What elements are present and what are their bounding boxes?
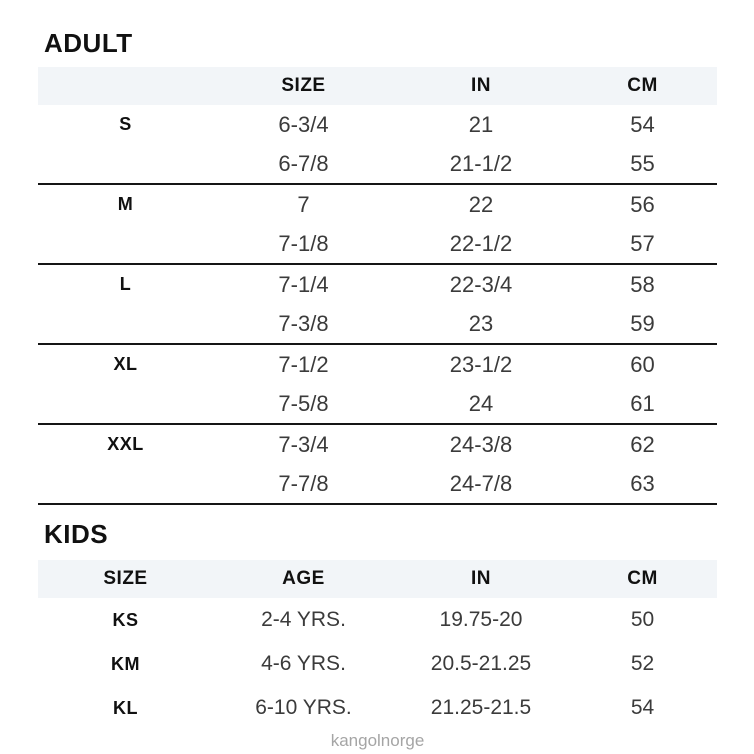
- cm-cell: 62: [630, 431, 655, 457]
- table-row: [38, 345, 717, 384]
- table-row: [38, 425, 717, 464]
- kids-column-header-in: IN: [471, 568, 491, 589]
- size-label-cell: L: [119, 274, 132, 294]
- hat-size-cell: 7-1/8: [278, 230, 329, 256]
- inches-cell: 24-7/8: [449, 470, 513, 496]
- inches-cell: 23: [468, 310, 494, 336]
- kids-table-header-row: [38, 560, 717, 598]
- kids-size-table: [38, 560, 717, 730]
- cm-cell: 56: [630, 191, 655, 217]
- kids-column-header-size: SIZE: [103, 568, 148, 589]
- inches-cell: 20.5-21.25: [430, 652, 532, 675]
- brand-watermark: kangolnorge: [330, 731, 425, 750]
- age-cell: 2-4 YRS.: [261, 608, 346, 631]
- hat-size-cell: 7-1/4: [278, 271, 329, 297]
- hat-size-cell: 7: [297, 191, 310, 217]
- kids-section-heading: KIDS: [44, 519, 109, 549]
- hat-size-cell: 7-3/4: [278, 431, 329, 457]
- inches-cell: 24: [468, 390, 494, 416]
- inches-cell: 21-1/2: [449, 150, 513, 176]
- adult-size-table: [38, 67, 717, 505]
- hat-size-cell: 7-7/8: [278, 470, 329, 496]
- table-row: [38, 105, 717, 144]
- hat-size-cell: 6-3/4: [278, 111, 329, 137]
- cm-cell: 50: [630, 608, 655, 631]
- size-label-cell: M: [117, 194, 134, 214]
- cm-cell: 61: [630, 390, 655, 416]
- hat-size-cell: 7-3/8: [278, 310, 329, 336]
- cm-cell: 60: [630, 351, 655, 377]
- hat-size-cell: 6-7/8: [278, 150, 329, 176]
- size-group-l: [38, 265, 717, 345]
- table-row: [38, 642, 717, 686]
- cm-cell: 59: [630, 310, 655, 336]
- adult-column-header-size: SIZE: [281, 75, 326, 96]
- inches-cell: 23-1/2: [449, 351, 513, 377]
- table-row: [38, 144, 717, 183]
- kids-column-header-cm: CM: [627, 568, 658, 589]
- size-group-m: [38, 185, 717, 265]
- size-label-cell: KM: [111, 653, 140, 674]
- cm-cell: 57: [630, 230, 655, 256]
- size-label-cell: XXL: [107, 434, 144, 454]
- table-row: [38, 464, 717, 503]
- age-cell: 4-6 YRS.: [261, 652, 346, 675]
- hat-size-cell: 7-1/2: [278, 351, 329, 377]
- table-row: [38, 304, 717, 343]
- table-row: [38, 185, 717, 224]
- inches-cell: 22-1/2: [449, 230, 513, 256]
- inches-cell: 22-3/4: [449, 271, 513, 297]
- size-label-cell: KL: [113, 697, 138, 718]
- cm-cell: 54: [630, 696, 655, 719]
- inches-cell: 21: [468, 111, 494, 137]
- inches-cell: 19.75-20: [439, 608, 523, 631]
- age-cell: 6-10 YRS.: [255, 696, 352, 719]
- cm-cell: 54: [630, 111, 655, 137]
- kids-column-header-age: AGE: [282, 568, 325, 589]
- adult-section-heading: ADULT: [44, 28, 133, 58]
- cm-cell: 58: [630, 271, 655, 297]
- table-row: [38, 224, 717, 263]
- size-label-cell: XL: [113, 354, 138, 374]
- cm-cell: 63: [630, 470, 655, 496]
- inches-cell: 24-3/8: [449, 431, 513, 457]
- inches-cell: 21.25-21.5: [430, 696, 532, 719]
- size-group-xl: [38, 345, 717, 425]
- table-row: [38, 686, 717, 730]
- size-label-cell: S: [119, 114, 132, 134]
- cm-cell: 55: [630, 150, 655, 176]
- adult-column-header-in: IN: [471, 75, 491, 96]
- table-row: [38, 265, 717, 304]
- adult-table-header-row: [38, 67, 717, 105]
- size-label-cell: KS: [112, 609, 139, 630]
- table-row: [38, 384, 717, 423]
- cm-cell: 52: [630, 652, 655, 675]
- inches-cell: 22: [468, 191, 494, 217]
- size-group-s: [38, 105, 717, 185]
- size-group-xxl: [38, 425, 717, 505]
- adult-column-header-cm: CM: [627, 75, 658, 96]
- hat-size-cell: 7-5/8: [278, 390, 329, 416]
- table-row: [38, 598, 717, 642]
